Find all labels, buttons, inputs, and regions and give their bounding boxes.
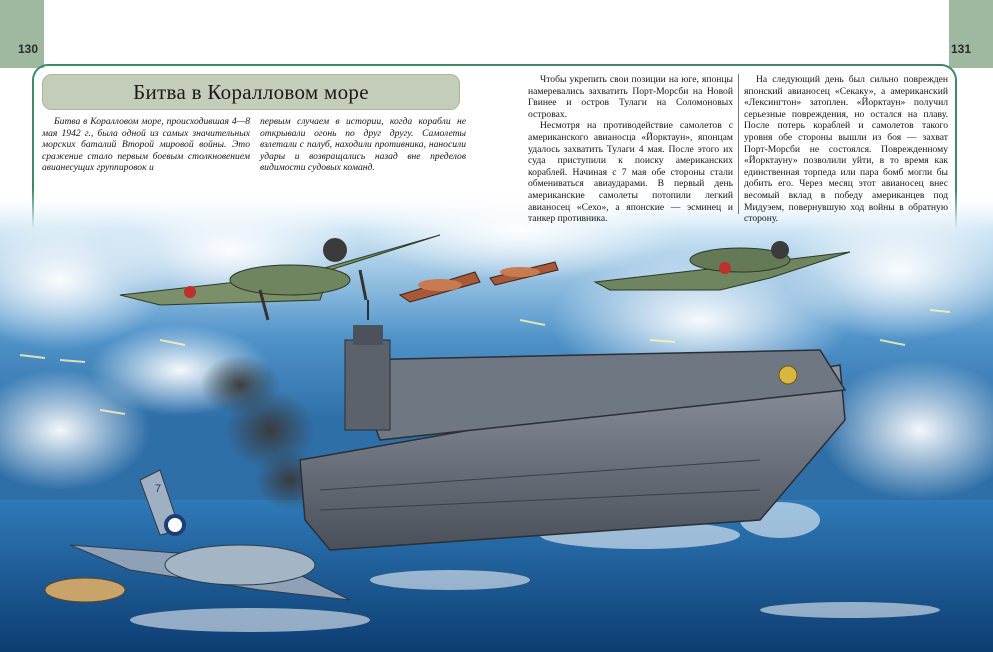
fuselage-number: 7 xyxy=(155,483,162,495)
battle-scene-svg xyxy=(0,190,993,652)
body-column-3 xyxy=(528,74,733,225)
page-number-right: 131 xyxy=(950,42,971,56)
page-tab-right xyxy=(949,0,993,68)
intro-paragraph-1: Битва в Коралловом море, происходившая 4—8 мая 1942 г., была одной из самых значительных морских баталий Второй мировой войны. Это сражение стало первым боевым столкновением авианесущих группировок и xyxy=(42,116,250,174)
body-column-4 xyxy=(744,74,948,225)
body-paragraph: На следующий день был сильно поврежден японский авианосец «Секаку», а американский «Лексингтон» затоплен. «Йорктаун» получил серьезные повреждения, но остался на плаву. После потерь кораблей и самолетов такого уровня обе стороны вышли из боя — захват Порт-Морсби не состоялся. Поврежденному «Йорктауну» позволили уйти, в то время как единственная торпеда или пара бомб могли бы добить его. Через месяц этот авианосец внес весомый вклад в победу американцев под Мидуэем, повернувшую ход войны в обратную сторону. xyxy=(744,74,948,225)
life-raft xyxy=(45,578,125,602)
body-paragraph: Несмотря на противодействие самолетов с американского авианосца «Йорктаун», японцам удалось захватить Тулаги 4 мая. После этого их суда приступили к поиску американских кораблей. Начиная с 7 мая обе стороны стали обмениваться авиаударами. В первый день американские самолеты потопили легкий авианосец «Сехо», а японские — эсминец и танкер противника. xyxy=(528,120,733,225)
body-paragraph: Чтобы укрепить свои позиции на юге, японцы намеревались захватить Порт-Морсби на Новой Гвинее и остров Тулаги на Соломоновых островах. xyxy=(528,74,733,120)
intro-column-2 xyxy=(260,116,466,174)
battle-illustration xyxy=(0,190,993,652)
intro-column-1 xyxy=(42,116,250,174)
page-tab-left xyxy=(0,0,44,68)
page-title: Битва в Коралловом море xyxy=(133,80,369,104)
intro-paragraph-2: первым случаем в истории, когда корабли не открывали огонь по друг другу. Самолеты взлетали с палуб, находили противника, наносили удары и возвращались назад вне пределов видимости судовых команд. xyxy=(260,116,466,174)
title-box xyxy=(42,74,460,110)
page-number-left: 130 xyxy=(18,42,39,56)
column-divider xyxy=(738,74,739,214)
